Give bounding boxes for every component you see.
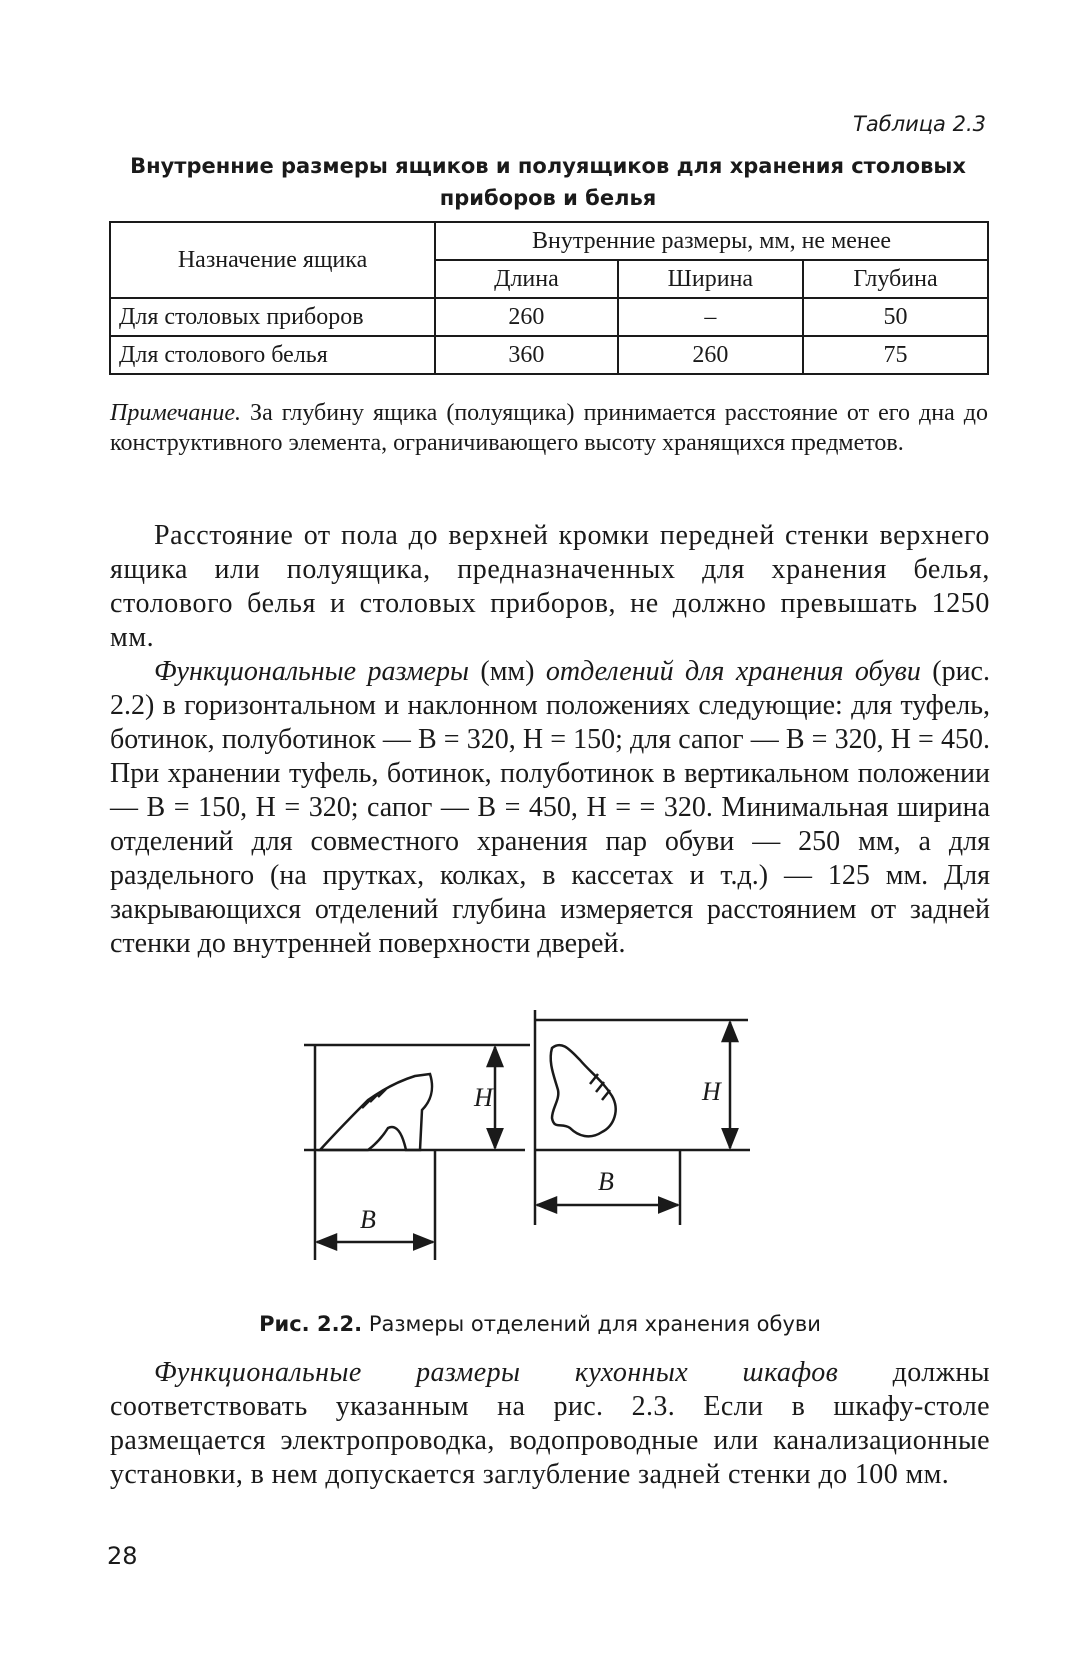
header-width: Ширина [618, 260, 803, 298]
paragraph-drawer-height [110, 519, 990, 655]
cell-depth: 75 [803, 336, 988, 374]
cell-width: 260 [618, 336, 803, 374]
caption-text: Размеры отделений для хранения обуви [362, 1312, 821, 1336]
caption-number: Рис. 2.2. [259, 1312, 363, 1336]
cell-length: 260 [435, 298, 618, 336]
cell-depth: 50 [803, 298, 988, 336]
table-label: Таблица 2.3 [853, 112, 986, 136]
left-compartment [304, 1045, 530, 1260]
paragraph-emphasis: Функциональные размеры [154, 656, 469, 687]
shoe-compartment-figure [290, 1010, 810, 1310]
shoe-icon [320, 1074, 432, 1150]
cell-purpose: Для столового белья [110, 336, 435, 374]
right-width-label: B [598, 1167, 614, 1196]
left-width-label: B [360, 1205, 376, 1234]
page-number: 28 [107, 1542, 138, 1570]
paragraph-emphasis: Функциональные размеры кухонных шкафов [154, 1357, 839, 1388]
paragraph-text: (мм) [468, 656, 546, 687]
table-row [110, 336, 988, 374]
paragraph-shoe-compartments [110, 655, 990, 961]
right-compartment [535, 1010, 750, 1225]
table-note [110, 398, 988, 458]
dimensions-table [109, 221, 989, 375]
header-depth: Глубина [803, 260, 988, 298]
note-lead: Примечание. [110, 400, 241, 426]
cell-purpose: Для столовых приборов [110, 298, 435, 336]
header-length: Длина [435, 260, 618, 298]
paragraph-kitchen-cabinets [110, 1356, 990, 1492]
paragraph-text: (рис. 2.2) в горизонтальном и наклонном положениях следующие: для туфель, ботинок, полуботинок — B = 320, H = 150; для сапог — B = 320, H = 450. При хранении туфель, ботинок, полуботинок в вертикальном положении — B = 150, H = 320; сапог — B = 450, H = = 320. Минимальная ширина отделений для совместного хранения пар обуви — 250 мм, а для раздельного (на прутках, колках, в кассетах и т.д.) — 125 мм. Для закрывающихся отделений глубина измеряется расстоянием от задней стенки до внутренней поверхности дверей. [110, 656, 990, 959]
header-dims-group: Внутренние размеры, мм, не менее [435, 222, 988, 260]
boot-icon [551, 1045, 616, 1136]
cell-length: 360 [435, 336, 618, 374]
right-height-label: H [702, 1077, 721, 1106]
header-purpose: Назначение ящика [110, 222, 435, 298]
paragraph-emphasis: отделений для хранения обуви [545, 656, 921, 687]
paragraph-text: Расстояние от пола до верхней кромки передней стенки верхнего ящика или полуящика, предназначенных для хранения белья, столового белья и столовых приборов, не должно превышать 1250 мм. [110, 520, 990, 653]
figure-caption [0, 1312, 1080, 1336]
note-text: За глубину ящика (полуящика) принимается расстояние от его дна до конструктивного элемента, ограничивающего высоту хранящихся предметов. [110, 400, 989, 456]
table-row [110, 298, 988, 336]
left-height-label: H [474, 1083, 493, 1112]
cell-width: – [618, 298, 803, 336]
table-title: Внутренние размеры ящиков и полуящиков для хранения столовых приборов и белья [130, 154, 966, 210]
paragraph-text: должны соответствовать указанным на рис. 2.3. Если в шкафу-столе размещается электропроводка, водопроводные или канализационные установки, в нем допускается заглубление задней стенки до 100 мм. [110, 1357, 990, 1490]
table-header-row [110, 222, 988, 260]
